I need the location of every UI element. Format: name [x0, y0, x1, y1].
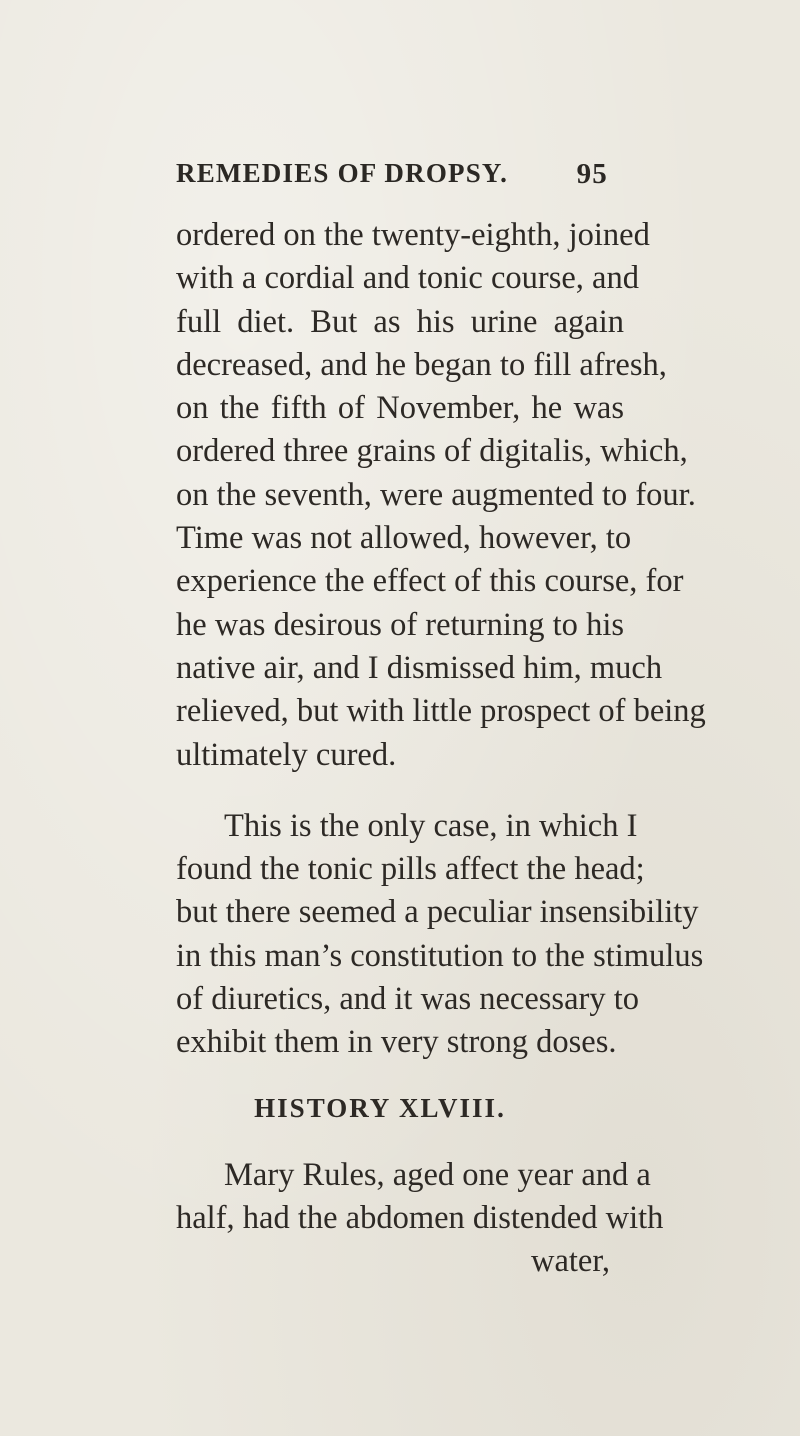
text-line: on the seventh, were augmented to four. — [176, 476, 696, 513]
running-head-title: REMEDIES OF DROPSY. — [176, 158, 509, 188]
text-line: This is the only case, in which I — [224, 807, 638, 844]
text-line: found the tonic pills affect the head; — [176, 851, 645, 888]
catchword: water, — [531, 1243, 610, 1280]
body-text — [176, 214, 706, 1284]
text-line: native air, and I dismissed him, much — [176, 649, 663, 686]
text-line: Mary Rules, aged one year and a — [224, 1156, 651, 1193]
section-heading: HISTORY XLVIII. — [254, 1092, 506, 1123]
text-line: ultimately cured. — [176, 736, 397, 773]
text-line: relieved, but with little prospect of being — [176, 693, 706, 730]
text-line: experience the effect of this course, for — [176, 563, 684, 600]
text-line: half, had the abdomen distended with — [176, 1199, 664, 1236]
text-line: ordered on the twenty-eighth, joined — [176, 217, 650, 253]
paragraph-3 — [176, 1154, 664, 1241]
text-line: ordered three grains of digitalis, which, — [176, 433, 688, 470]
text-line: with a cordial and tonic course, and — [176, 260, 639, 297]
text-line: Time was not allowed, however, to — [176, 520, 632, 557]
text-line: he was desirous of returning to his — [176, 606, 624, 643]
paragraph-1 — [176, 214, 706, 777]
paragraph-2 — [176, 805, 704, 1065]
text-line: decreased, and he began to fill afresh, — [176, 346, 667, 383]
text-line: on the fifth of November, he was — [176, 390, 624, 427]
page-number: 95 — [576, 158, 608, 190]
running-head — [176, 158, 608, 198]
text-line: full diet. But as his urine again — [176, 303, 624, 340]
text-line: in this man’s constitution to the stimulus — [176, 937, 704, 974]
text-line: exhibit them in very strong doses. — [176, 1024, 617, 1061]
text-line: of diuretics, and it was necessary to — [176, 981, 639, 1018]
paragraph-gap — [176, 777, 624, 805]
text-line: but there seemed a peculiar insensibility — [176, 894, 699, 931]
